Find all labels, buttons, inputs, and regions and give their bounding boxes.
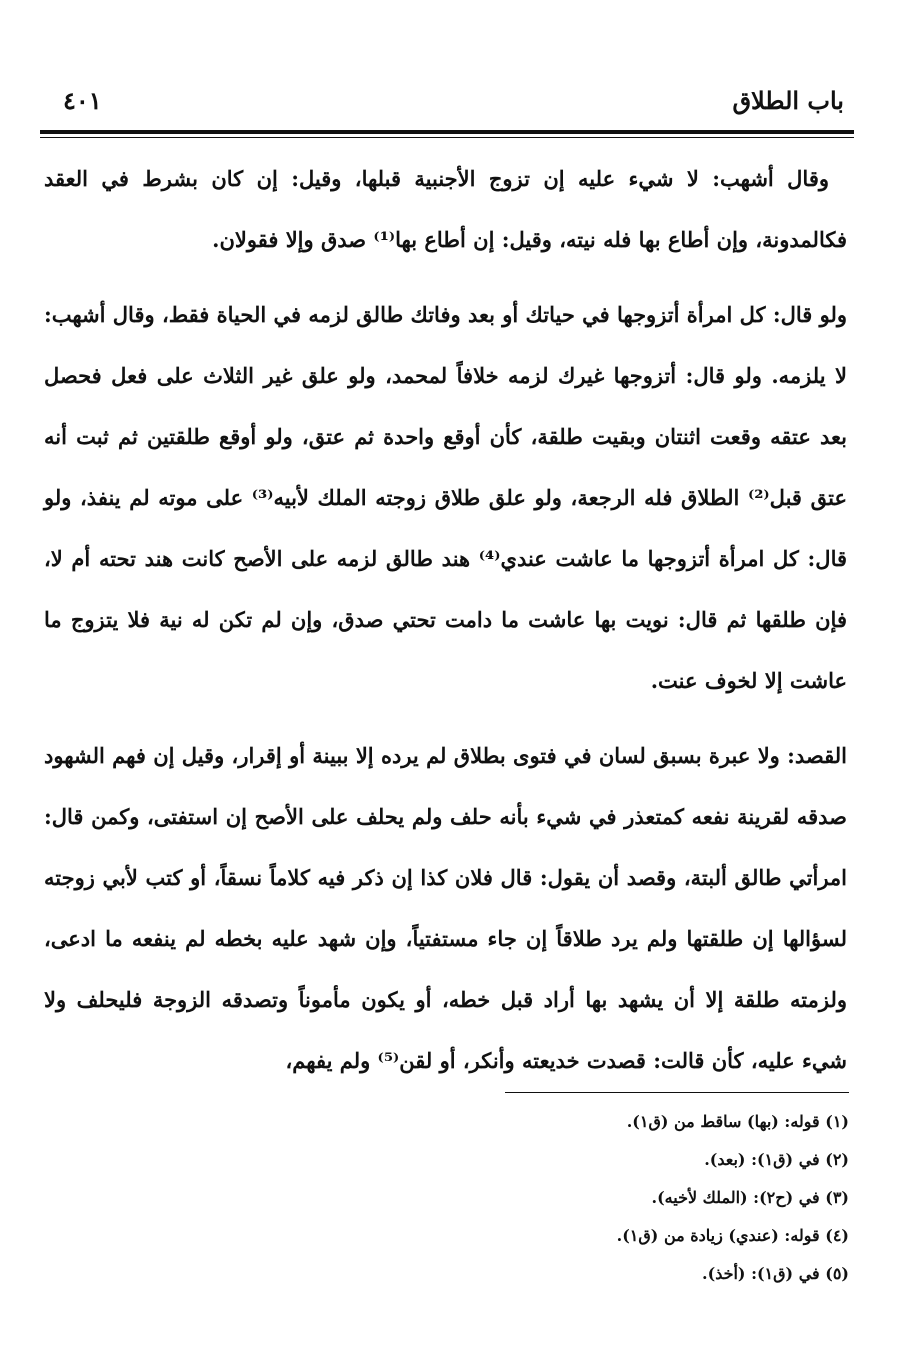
chapter-title: باب الطلاق bbox=[732, 86, 844, 115]
page-number: ٤٠١ bbox=[63, 86, 102, 115]
paragraph: وقال أشهب: لا شيء عليه إن تزوج الأجنبية قبلها، وقيل: إن كان بشرط في العقد فكالمدونة، وإن أطاع بها فله نيته، وقيل: إن أطاع بها⁽¹⁾ صدق وإلا فقولان. bbox=[44, 166, 847, 252]
footnote: (٥) في (ق١): (أخذ). bbox=[702, 1264, 849, 1283]
footnote-separator bbox=[505, 1092, 849, 1093]
footnote: (٤) قوله: (عندي) زيادة من (ق١). bbox=[616, 1226, 849, 1245]
page-header bbox=[45, 82, 854, 127]
footnotes bbox=[44, 1103, 849, 1293]
footnote: (٣) في (ح٢): (الملك لأخيه). bbox=[651, 1188, 849, 1207]
footnote: (٢) في (ق١): (بعد). bbox=[704, 1150, 849, 1169]
paragraph: ولو قال: كل امرأة أتزوجها في حياتك أو بعد وفاتك طالق لزمه في الحياة فقط، وقال أشهب: لا يلزمه. ولو قال: أتزوجها غيرك لزمه خلافاً لمحمد، ولو علق غير الثلاث على فعل فحصل بعد عتقه وقعت اثنتان وبقيت طلقة، كأن أوقع واحدة ثم عتق، ولو أوقع طلقتين ثم ثبت أنه عتق قبل⁽²⁾ الطلاق فله الرجعة، ولو علق طلاق زوجته الملك لأبيه⁽³⁾ على موته لم ينفذ، ولو قال: كل امرأة أتزوجها ما عاشت عندي⁽⁴⁾ هند طالق لزمه على الأصح كانت هند تحته أم لا، فإن طلقها ثم قال: نويت بها عاشت ما دامت تحتي صدق، وإن لم تكن له نية فلا يتزوج ما عاشت إلا لخوف عنت. bbox=[44, 302, 848, 693]
main-text bbox=[44, 148, 847, 1105]
footnote: (١) قوله: (بها) ساقط من (ق١). bbox=[626, 1112, 849, 1131]
paragraph: القصد: ولا عبرة بسبق لسان في فتوى بطلاق لم يرده إلا ببينة أو إقرار، وقيل إن فهم الشهود صدقه لقرينة نفعه كمتعذر في شيء بأنه حلف ولم يحلف على الأصح إن استفتى، وكمن قال: امرأتي طالق ألبتة، وقصد أن يقول: قال فلان كذا إن ذكر فيه كلاماً نسقاً، أو كتب لأبي زوجته لسؤالها إن طلقتها ولم يرد طلاقاً إن جاء مستفتياً، وإن شهد عليه بخطه لم ينفعه ما ادعى، ولزمته طلقة إلا أن يشهد بها أراد قبل خطه، أو يكون مأموناً وتصدقه الزوجة فليحلف ولا شيء عليه، كأن قالت: قصدت خديعته وأنكر، أو لقن⁽⁵⁾ ولم يفهم، bbox=[44, 743, 847, 1073]
header-rule-thick bbox=[40, 130, 854, 134]
header-rule-thin bbox=[40, 137, 854, 138]
